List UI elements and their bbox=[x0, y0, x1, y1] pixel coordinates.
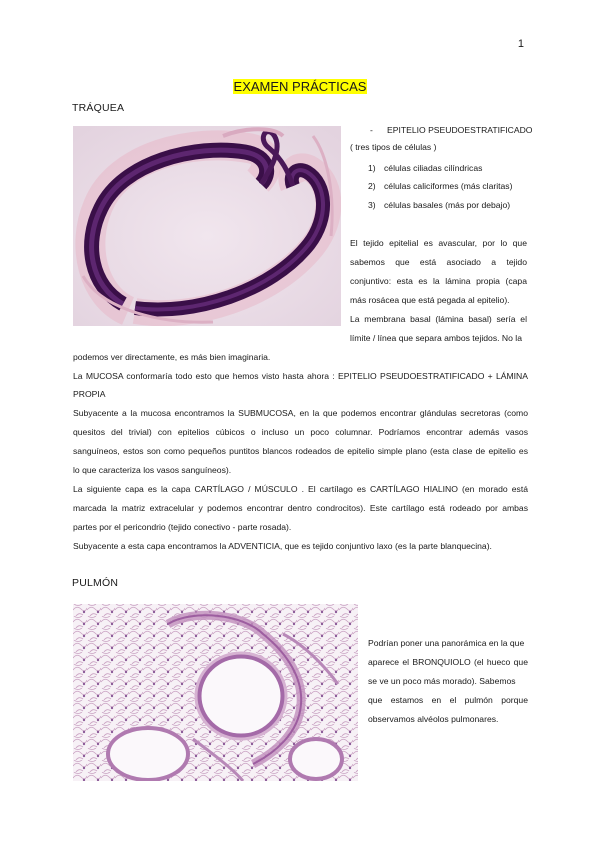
trachea-line: sanguíneos, estos son como pequeños puntitos blancos rodeados de epitelio simple plano (esta clase de epitelio es bbox=[73, 446, 528, 456]
bullet-dash: - bbox=[370, 125, 373, 135]
document-title bbox=[0, 79, 600, 95]
trachea-line: Subyacente a esta capa encontramos la ADVENTICIA, que es tejido conjuntivo laxo (es la parte blanquecina). bbox=[73, 541, 492, 551]
trachea-side-line: más rosácea que está pegada al epitelio). bbox=[350, 295, 510, 305]
trachea-side-line: límite / línea que separa ambos tejidos. No la bbox=[350, 333, 522, 343]
epithelium-title: EPITELIO PSEUDOESTRATIFICADO bbox=[387, 125, 533, 135]
trachea-line: lo que caracteriza los vasos sanguíneos). bbox=[73, 465, 232, 475]
lung-side-line: observamos alvéolos pulmonares. bbox=[368, 714, 499, 724]
heading-trachea: TRÁQUEA bbox=[72, 102, 125, 114]
trachea-line: La MUCOSA conformaría todo esto que hemos visto hasta ahora : EPITELIO PSEUDOESTRATIFICADO + LÁMINA bbox=[73, 371, 528, 381]
lung-side-line: que estamos en el pulmón porque bbox=[368, 695, 528, 705]
trachea-line: Subyacente a la mucosa encontramos la SUBMUCOSA, en la que podemos encontrar glándulas secretoras (como bbox=[73, 408, 528, 418]
trachea-line: PROPIA bbox=[73, 389, 106, 399]
trachea-line: La siguiente capa es la capa CARTÍLAGO / MÚSCULO . El cartílago es CARTÍLAGO HIALINO (en morado está bbox=[73, 484, 528, 494]
lung-micrograph bbox=[73, 604, 358, 781]
trachea-line: podemos ver directamente, es más bien imaginaria. bbox=[73, 352, 271, 362]
cell-types-intro: ( tres tipos de células ) bbox=[350, 142, 437, 152]
list-item: 3) células basales (más por debajo) bbox=[368, 200, 511, 210]
title-highlight: EXAMEN PRÁCTICAS bbox=[233, 79, 367, 94]
trachea-side-line: El tejido epitelial es avascular, por lo que bbox=[350, 238, 527, 248]
trachea-line: partes por el pericondrio (tejido conectivo - parte rosada). bbox=[73, 522, 292, 532]
lung-side-line: Podrían poner una panorámica en la que bbox=[368, 638, 525, 648]
lung-micrograph-drawing bbox=[73, 604, 358, 781]
trachea-line: marcada la matriz extracelular y podemos encontrar dentro condrocitos). Este cartílago está rodeado por ambas bbox=[73, 503, 528, 513]
lung-side-line: aparece el BRONQUIOLO (el hueco que bbox=[368, 657, 528, 667]
trachea-micrograph-drawing bbox=[73, 126, 341, 326]
list-item: 1) células ciliadas cilíndricas bbox=[368, 163, 483, 173]
trachea-side-line: sabemos que está asociado a tejido bbox=[350, 257, 527, 267]
trachea-side-line: conjuntivo: esta es la lámina propia (capa bbox=[350, 276, 527, 286]
trachea-line: quesitos del trivial) con epitelios cúbicos o incluso un poco columnar. Podríamos encontrar además vasos bbox=[73, 427, 528, 437]
trachea-micrograph bbox=[73, 126, 341, 326]
lung-side-line: se ve un poco más morado). Sabemos bbox=[368, 676, 516, 686]
page-number: 1 bbox=[517, 38, 524, 50]
heading-lung: PULMÓN bbox=[72, 577, 119, 589]
list-item: 2) células caliciformes (más claritas) bbox=[368, 181, 513, 191]
trachea-side-line: La membrana basal (lámina basal) sería el bbox=[350, 314, 527, 324]
